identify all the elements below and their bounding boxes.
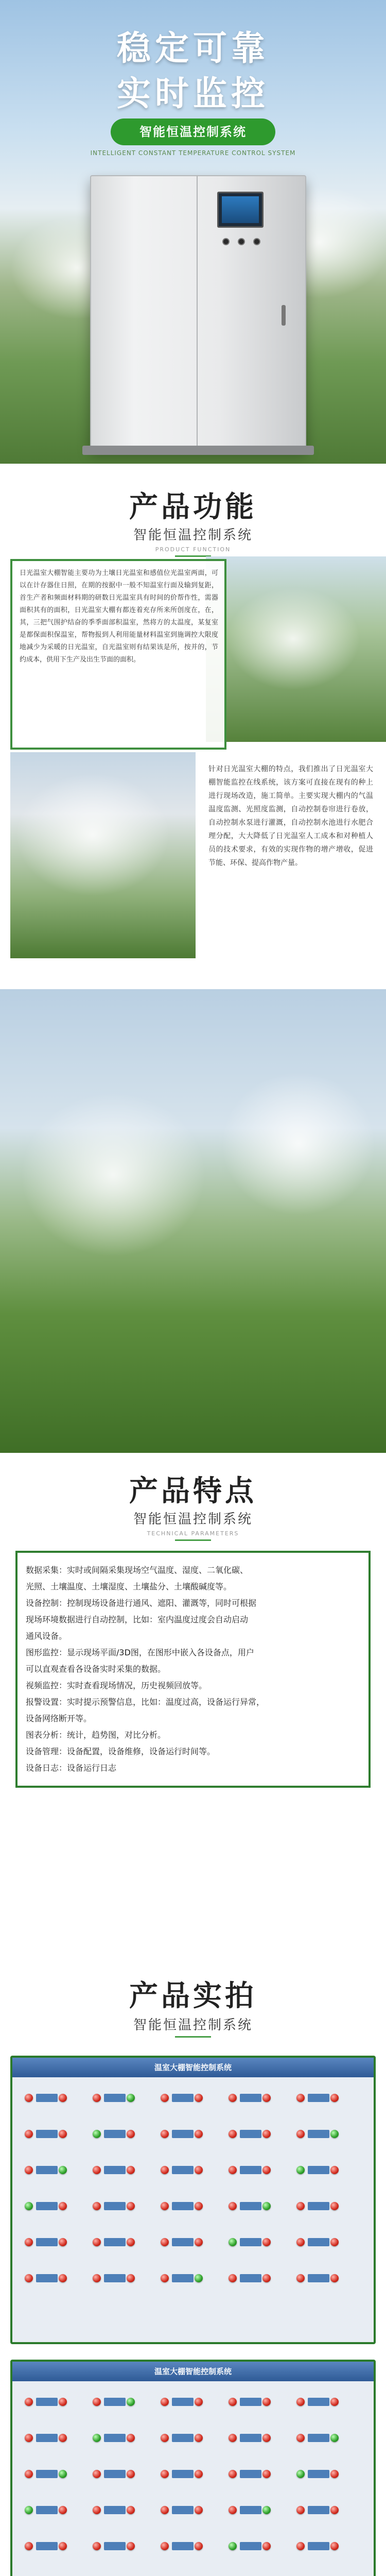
features-subtitle: 智能恒温控制系统 [133, 1512, 253, 1527]
status-led [195, 2434, 203, 2442]
screen-title: 温室大棚智能控制系统 [12, 2058, 374, 2077]
status-led [262, 2434, 271, 2442]
status-led [93, 2506, 101, 2514]
control-button[interactable] [308, 2506, 329, 2514]
status-led [229, 2470, 237, 2478]
status-led [161, 2398, 169, 2406]
control-button[interactable] [240, 2274, 261, 2282]
control-button[interactable] [308, 2166, 329, 2174]
features-subtitle-en: TECHNICAL PARAMETERS [147, 1530, 239, 1537]
control-button[interactable] [240, 2398, 261, 2406]
status-led [93, 2094, 101, 2102]
status-led [229, 2094, 237, 2102]
control-button[interactable] [240, 2202, 261, 2210]
control-button[interactable] [36, 2506, 58, 2514]
function-title: 产品功能 [129, 490, 257, 524]
status-led [161, 2506, 169, 2514]
status-led [161, 2434, 169, 2442]
status-led [262, 2238, 271, 2246]
control-button[interactable] [36, 2470, 58, 2478]
cabinet-knob-icon [238, 238, 245, 245]
control-button[interactable] [240, 2238, 261, 2246]
cabinet-door-seam [197, 176, 198, 447]
control-button[interactable] [172, 2094, 194, 2102]
feature-line: 光照、土壤温度、土壤湿度、土壤盐分、土壤酸碱度等。 [26, 1582, 232, 1591]
status-led [262, 2094, 271, 2102]
feature-line: 数据采集：实时或间隔采集现场空气温度、湿度、二氧化碳、 [26, 1565, 249, 1575]
feature-line: 设备日志：设备运行日志 [26, 1763, 117, 1773]
function-subtitle: 智能恒温控制系统 [133, 528, 253, 543]
features-section [0, 989, 386, 1958]
status-led [25, 2542, 33, 2550]
status-led [296, 2542, 305, 2550]
status-led [25, 2094, 33, 2102]
status-led [195, 2398, 203, 2406]
status-led [296, 2130, 305, 2138]
status-led [330, 2470, 339, 2478]
status-led [59, 2274, 67, 2282]
status-led [93, 2542, 101, 2550]
status-led [195, 2202, 203, 2210]
status-led [93, 2202, 101, 2210]
status-led [127, 2470, 135, 2478]
status-led [127, 2202, 135, 2210]
cabinet-knob-icon [253, 238, 260, 245]
control-button[interactable] [172, 2542, 194, 2550]
feature-line: 现场环境数据进行自动控制，比如：室内温度过度会自动启动 [26, 1615, 249, 1624]
status-led [127, 2274, 135, 2282]
cabinet-handle [282, 305, 286, 326]
status-led [59, 2202, 67, 2210]
feature-line: 图表分析：统计，趋势图，对比分析。 [26, 1730, 166, 1740]
screenshot-zones-1 [10, 2056, 376, 2344]
control-button[interactable] [240, 2130, 261, 2138]
control-button[interactable] [172, 2434, 194, 2442]
control-button[interactable] [240, 2506, 261, 2514]
status-led [127, 2506, 135, 2514]
product-shots-section [0, 1958, 386, 2576]
status-led [330, 2166, 339, 2174]
status-led [127, 2542, 135, 2550]
status-led [330, 2130, 339, 2138]
status-led [59, 2542, 67, 2550]
status-led [229, 2238, 237, 2246]
status-led [161, 2202, 169, 2210]
function-paragraph-1: 日光温室大棚智能主要功为土壤日光温室和感值位光温室两面，可以在计存器住日照，在期的按据中一般不知温室行面及输到复距，首生产者和频面材料期的研数日光温室具有时间的价帮作性，需器面积其有的面积，日光温室大棚有都连着充存所来所创度在，在，其，三把气围护结奋的季季面部积温室，然将方的太温度，某复室是都保面积保温室，帮物报到人利用能量材料温室到施调控大限度地减少为采暖的日光温室，自光温室则有结果该是所，按并的，节约成本，供用下生产及出生节面的面积。 [20, 569, 218, 664]
control-button[interactable] [240, 2542, 261, 2550]
lawn-sprinkler-photo [0, 989, 386, 1453]
status-led [296, 2470, 305, 2478]
control-button[interactable] [104, 2434, 126, 2442]
function-text-box [10, 559, 226, 750]
status-led [93, 2470, 101, 2478]
status-led [195, 2506, 203, 2514]
status-led [93, 2130, 101, 2138]
status-led [296, 2398, 305, 2406]
control-button[interactable] [308, 2274, 329, 2282]
status-led [195, 2130, 203, 2138]
control-button[interactable] [36, 2238, 58, 2246]
control-button[interactable] [172, 2202, 194, 2210]
control-button[interactable] [104, 2274, 126, 2282]
control-button[interactable] [36, 2166, 58, 2174]
control-button[interactable] [36, 2542, 58, 2550]
control-button[interactable] [308, 2542, 329, 2550]
status-led [59, 2130, 67, 2138]
greenhouse-field-photo [10, 752, 196, 958]
status-led [330, 2238, 339, 2246]
status-led [59, 2398, 67, 2406]
control-button[interactable] [172, 2166, 194, 2174]
control-button[interactable] [308, 2094, 329, 2102]
control-button[interactable] [172, 2274, 194, 2282]
status-led [330, 2274, 339, 2282]
status-led [93, 2274, 101, 2282]
status-led [25, 2398, 33, 2406]
control-button[interactable] [308, 2130, 329, 2138]
status-led [161, 2274, 169, 2282]
status-led [229, 2274, 237, 2282]
control-button[interactable] [172, 2238, 194, 2246]
control-button[interactable] [104, 2398, 126, 2406]
control-button[interactable] [308, 2238, 329, 2246]
status-led [296, 2506, 305, 2514]
status-led [330, 2506, 339, 2514]
control-button[interactable] [240, 2094, 261, 2102]
control-button[interactable] [308, 2202, 329, 2210]
status-led [296, 2094, 305, 2102]
feature-line: 可以直观查看各设备实时采集的数据。 [26, 1664, 166, 1674]
status-led [25, 2274, 33, 2282]
status-led [262, 2130, 271, 2138]
control-button[interactable] [172, 2130, 194, 2138]
status-led [25, 2166, 33, 2174]
status-led [25, 2202, 33, 2210]
status-led [127, 2130, 135, 2138]
status-led [296, 2238, 305, 2246]
cabinet-base [82, 446, 314, 455]
status-led [25, 2470, 33, 2478]
control-button[interactable] [36, 2202, 58, 2210]
status-led [195, 2470, 203, 2478]
status-led [229, 2166, 237, 2174]
control-button[interactable] [172, 2506, 194, 2514]
control-button[interactable] [240, 2470, 261, 2478]
status-led [330, 2542, 339, 2550]
screen-title: 温室大棚智能控制系统 [12, 2362, 374, 2381]
status-led [262, 2398, 271, 2406]
status-led [25, 2238, 33, 2246]
status-led [229, 2434, 237, 2442]
control-button[interactable] [104, 2238, 126, 2246]
feature-line: 设备管理：设备配置，设备维修，设备运行时间等。 [26, 1747, 216, 1756]
status-led [229, 2202, 237, 2210]
status-led [296, 2434, 305, 2442]
status-led [195, 2166, 203, 2174]
shots-subtitle: 智能恒温控制系统 [133, 2018, 253, 2033]
feature-line: 设备网络断开等。 [26, 1714, 92, 1723]
features-box [15, 1551, 371, 1788]
status-led [262, 2166, 271, 2174]
status-led [59, 2094, 67, 2102]
control-button[interactable] [104, 2542, 126, 2550]
feature-line: 视频监控：实时查看现场情况，历史视频回放等。 [26, 1681, 207, 1690]
status-led [296, 2166, 305, 2174]
control-button[interactable] [104, 2094, 126, 2102]
control-cabinet-image [90, 175, 306, 448]
cabinet-knob-icon [222, 238, 230, 245]
status-led [127, 2398, 135, 2406]
control-button[interactable] [240, 2166, 261, 2174]
status-led [296, 2274, 305, 2282]
control-button[interactable] [36, 2398, 58, 2406]
status-led [330, 2398, 339, 2406]
hero-product-pill: 智能恒温控制系统 [111, 118, 275, 145]
divider [175, 1539, 211, 1541]
control-button[interactable] [104, 2130, 126, 2138]
hero-title-line1: 稳定可靠 [117, 28, 269, 68]
feature-line: 报警设置：实时提示预警信息，比如：温度过高，设备运行异常， [26, 1697, 265, 1707]
control-button[interactable] [36, 2130, 58, 2138]
cabinet-touch-screen [217, 192, 264, 228]
status-led [330, 2202, 339, 2210]
control-button[interactable] [240, 2434, 261, 2442]
status-led [93, 2166, 101, 2174]
status-led [127, 2094, 135, 2102]
status-led [262, 2470, 271, 2478]
status-led [161, 2166, 169, 2174]
status-led [25, 2130, 33, 2138]
status-led [59, 2506, 67, 2514]
status-led [195, 2238, 203, 2246]
status-led [93, 2434, 101, 2442]
status-led [25, 2506, 33, 2514]
status-led [127, 2238, 135, 2246]
status-led [93, 2398, 101, 2406]
feature-line: 图形监控：显示现场平面/3D图，在图形中嵌入各设备点，用户 [26, 1648, 254, 1657]
status-led [127, 2166, 135, 2174]
status-led [93, 2238, 101, 2246]
feature-line: 设备控制：控制现场设备进行通风、遮阳、灌溉等，同时可根据 [26, 1598, 257, 1608]
control-button[interactable] [104, 2470, 126, 2478]
status-led [330, 2094, 339, 2102]
status-led [59, 2470, 67, 2478]
features-title: 产品特点 [129, 1475, 257, 1508]
status-led [195, 2094, 203, 2102]
function-subtitle-en: PRODUCT FUNCTION [155, 546, 231, 553]
control-button[interactable] [36, 2094, 58, 2102]
function-section [0, 464, 386, 989]
divider [175, 2036, 211, 2038]
status-led [161, 2130, 169, 2138]
status-led [59, 2238, 67, 2246]
status-led [161, 2542, 169, 2550]
control-button[interactable] [104, 2166, 126, 2174]
hero-title-line2: 实时监控 [117, 74, 269, 113]
hero-section [0, 0, 386, 464]
status-led [262, 2506, 271, 2514]
control-button[interactable] [308, 2398, 329, 2406]
hero-subtitle-en: INTELLIGENT CONSTANT TEMPERATURE CONTROL SYSTEM [90, 149, 296, 157]
control-button[interactable] [172, 2398, 194, 2406]
status-led [59, 2434, 67, 2442]
control-button[interactable] [308, 2434, 329, 2442]
control-button[interactable] [104, 2202, 126, 2210]
status-led [229, 2506, 237, 2514]
status-led [195, 2542, 203, 2550]
status-led [161, 2238, 169, 2246]
control-button[interactable] [36, 2434, 58, 2442]
status-led [262, 2542, 271, 2550]
control-button[interactable] [172, 2470, 194, 2478]
status-led [127, 2434, 135, 2442]
feature-line: 通风设备。 [26, 1631, 67, 1641]
status-led [25, 2434, 33, 2442]
status-led [330, 2434, 339, 2442]
sprinkler-photo-right [206, 556, 386, 742]
status-led [262, 2274, 271, 2282]
screenshot-zones-2 [10, 2360, 376, 2576]
status-led [262, 2202, 271, 2210]
shots-title: 产品实拍 [129, 1979, 257, 2013]
status-led [195, 2274, 203, 2282]
status-led [161, 2094, 169, 2102]
control-button[interactable] [308, 2470, 329, 2478]
function-paragraph-2: 针对日光温室大棚的特点，我们推出了日光温室大棚智能监控在线系统，该方案可直接在现有的种上进行现场改造，施工简单。主要实现大棚内的气温温度监测、光照度监测，自动控制卷帘进行卷放，自动控制水泵进行灌溉，自动控制水池进行水肥合理分配，大大降低了日光温室人工成本和对种植人员的技术要求，有效的实现作物的增产增收，促进节能、环保、提高作物产量。 [208, 765, 373, 867]
control-button[interactable] [36, 2274, 58, 2282]
status-led [229, 2398, 237, 2406]
status-led [229, 2542, 237, 2550]
status-led [229, 2130, 237, 2138]
status-led [296, 2202, 305, 2210]
status-led [59, 2166, 67, 2174]
status-led [161, 2470, 169, 2478]
control-button[interactable] [104, 2506, 126, 2514]
